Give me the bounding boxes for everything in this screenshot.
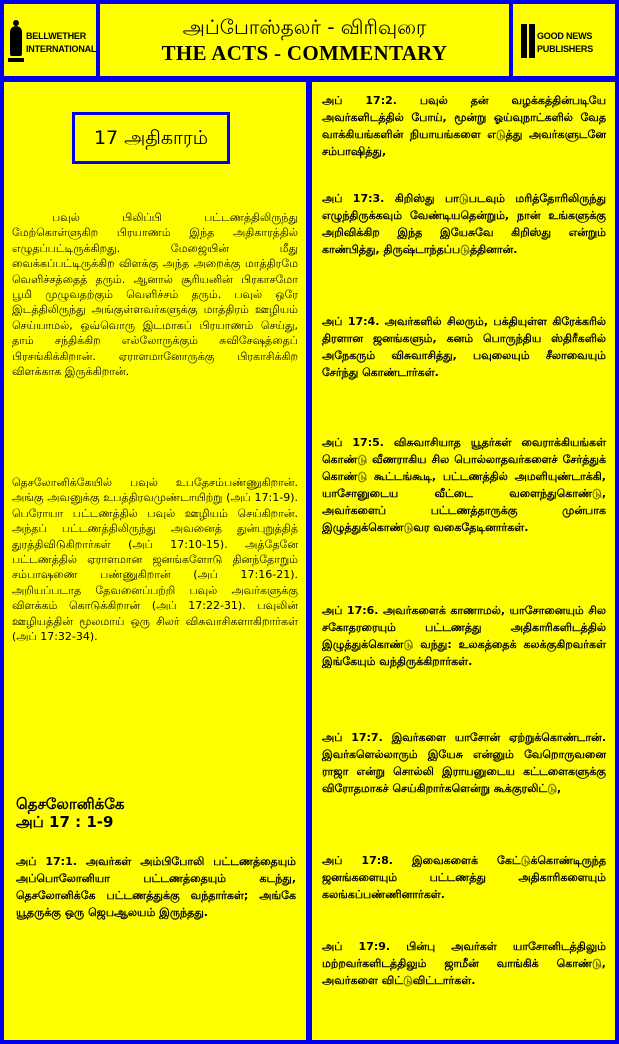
right-column [312,82,615,1040]
verse-17-3: அப் 17:3. கிறிஸ்து பாடுபடவும் மரித்தோரிலிருந்து எழுந்திருக்கவும் வேண்டியதென்றும், நான் உங்களுக்கு அறிவிக்கிற இந்த இயேசுவே கிறிஸ்து என்றும் காண்பித்து, திருஷ்டாந்தப்படுத்தினான். [322,192,606,256]
chapter-heading: 17 அதிகாரம் [72,112,230,164]
book-icon [521,20,533,60]
verse-17-5: அப் 17:5. விசுவாசியாத யூதர்கள் வைராக்கியங்கள் கொண்டு வீணராகிய சில பொல்லாதவர்களைச் சேர்த்துக் கொண்டு கூட்டங்கூடி, பட்டணத்தில் அமளியுண்டாக்கி, யாசோனுடைய வீட்டை வளைந்துகொண்டு, அவர்களைப் பட்டணத்தாருக்கு முன்பாக இழுத்துக்கொண்டுவர வகைதேடினார்கள். [322,436,606,534]
summary-paragraph: தெசலோனிக்கேயில் பவுல் உபதேசம்பண்ணுகிறான். அங்கு அவனுக்கு உபத்திரவமுண்டாயிற்று (அப் 17:1-9). பெரோயா பட்டணத்தில் பவுல் ஊழியம் செய்கிறான். அந்தப் பட்டணத்திலிருந்து அவனைத் துன்புறுத்தித் துரத்திவிடுகிறார்கள் (அப் 17:10-15). அத்தேனே பட்டணத்தில் ஏராளமான ஜனங்களோடு தினந்தோறும் சம்பாஷணை பண்ணுகிறான் (அப் 17:16-21). அறியப்படாத தேவனைப்பற்றி பவுல் அவர்களுக்கு விளக்கம் கொடுக்கிறான் (அப் 17:22-31). பவுலின் ஊழியத்தின் மூலமாய் ஒரு சிலர் விசுவாசிகளாகிறார்கள் (அப் 17:32-34). [12,476,298,644]
verse-17-6: அப் 17:6. அவர்களைக் காணாமல், யாசோனையும் சில சகோதரரையும் பட்டணத்து அதிகாரிகளிடத்தில் இழுத்துக்கொண்டு வந்து: உலகத்தைக் கலக்குகிறவர்கள் இங்கேயும் வந்திருக்கிறார்கள். [322,604,606,668]
section-title: தெசலோனிக்கே [16,795,125,813]
good-news-logo-panel [513,4,615,76]
logo-line-2: INTERNATIONAL [26,44,96,54]
verse-17-7: அப் 17:7. இவர்களை யாசோன் ஏற்றுக்கொண்டான். இவர்களெல்லாரும் இயேசு என்னும் வேறொருவனை ராஜா என்று சொல்லி இராயனுடைய கட்டளைகளுக்கு விரோதமாகச் செய்கிறார்களென்று கூக்குரலிட்டு, [322,731,606,795]
section-reference: அப் 17 : 1-9 [16,812,114,831]
logo-line-1: GOOD NEWS [537,31,593,41]
left-column [4,82,306,1040]
logo-line-2: PUBLISHERS [537,44,594,54]
title-panel [100,4,509,76]
bell-icon [10,20,22,60]
verse-17-4: அப் 17:4. அவர்களில் சிலரும், பக்தியுள்ள கிரேக்கரில் திரளான ஜனங்களும், கனம் பொருந்திய ஸ்திரீகளில் அநேகரும் விசுவாசித்து, பவுலையும் சீலாவையும் சேர்ந்து கொண்டார்கள். [322,315,606,379]
logo-line-1: BELLWETHER [26,31,86,41]
title-english: THE ACTS - COMMENTARY [161,41,448,65]
verse-17-1: அப் 17:1. அவர்கள் அம்பிபோலி பட்டணத்தையும் அப்பொலோனியா பட்டணத்தையும் கடந்து, தெசலோனிக்கே பட்டணத்துக்கு வந்தார்கள்; அங்கே யூதருக்கு ஒரு ஜெபஆலயம் இருந்தது. [16,855,296,919]
bellwether-logo [8,18,96,68]
good-news-logo [519,18,611,68]
intro-paragraph: பவுல் பிலிப்பி பட்டணத்திலிருந்து மேற்கொள்ளுகிற பிரயாணம் இந்த அதிகாரத்தில் எழுதப்பட்டிருக்கிறது. மேஜையின் மீது வைக்கப்பட்டிருக்கிற விளக்கு அந்த அறைக்கு மாத்திரமே வெளிச்சத்தைத் தரும். ஆனால் சூரியனின் பிரகாசமோ பூமி முழுவதற்கும் வெளிச்சம் தரும். பவுல் ஒரே இடத்திலிருந்து அங்குள்ளவர்களுக்கு மாத்திரம் ஊழியம் செய்யாமல், ஒவ்வொரு இடமாகப் பிரயாணம் செய்து, தாம் சந்திக்கிற எல்லோருக்கும் சுவிசேஷத்தைப் பிரசங்கிக்கிறான். ஏராளமானோருக்கு பிரகாசிக்கிற விளக்காக இருக்கிறான். [12,211,298,379]
verse-17-8: அப் 17:8. இவைகளைக் கேட்டுக்கொண்டிருந்த ஜனங்களையும் பட்டணத்து அதிகாரிகளையும் கலங்கப்பண்ணினார்கள். [322,854,606,901]
verse-17-2: அப் 17:2. பவுல் தன் வழக்கத்தின்படியே அவர்களிடத்தில் போய், மூன்று ஓய்வுநாட்களில் வேத வாக்கியங்களின் நியாயங்களை எடுத்து அவர்களுடனே சம்பாஷித்து, [322,94,606,158]
bellwether-logo-panel [4,4,96,76]
section-heading [16,796,276,831]
verse-17-9: அப் 17:9. பின்பு அவர்கள் யாசோனிடத்திலும் மற்றவர்களிடத்திலும் ஜாமீன் வாங்கிக் கொண்டு, அவர்களை விட்டுவிட்டார்கள். [322,940,606,987]
title-tamil: அப்போஸ்தலர் - விரிவுரை [182,15,427,39]
